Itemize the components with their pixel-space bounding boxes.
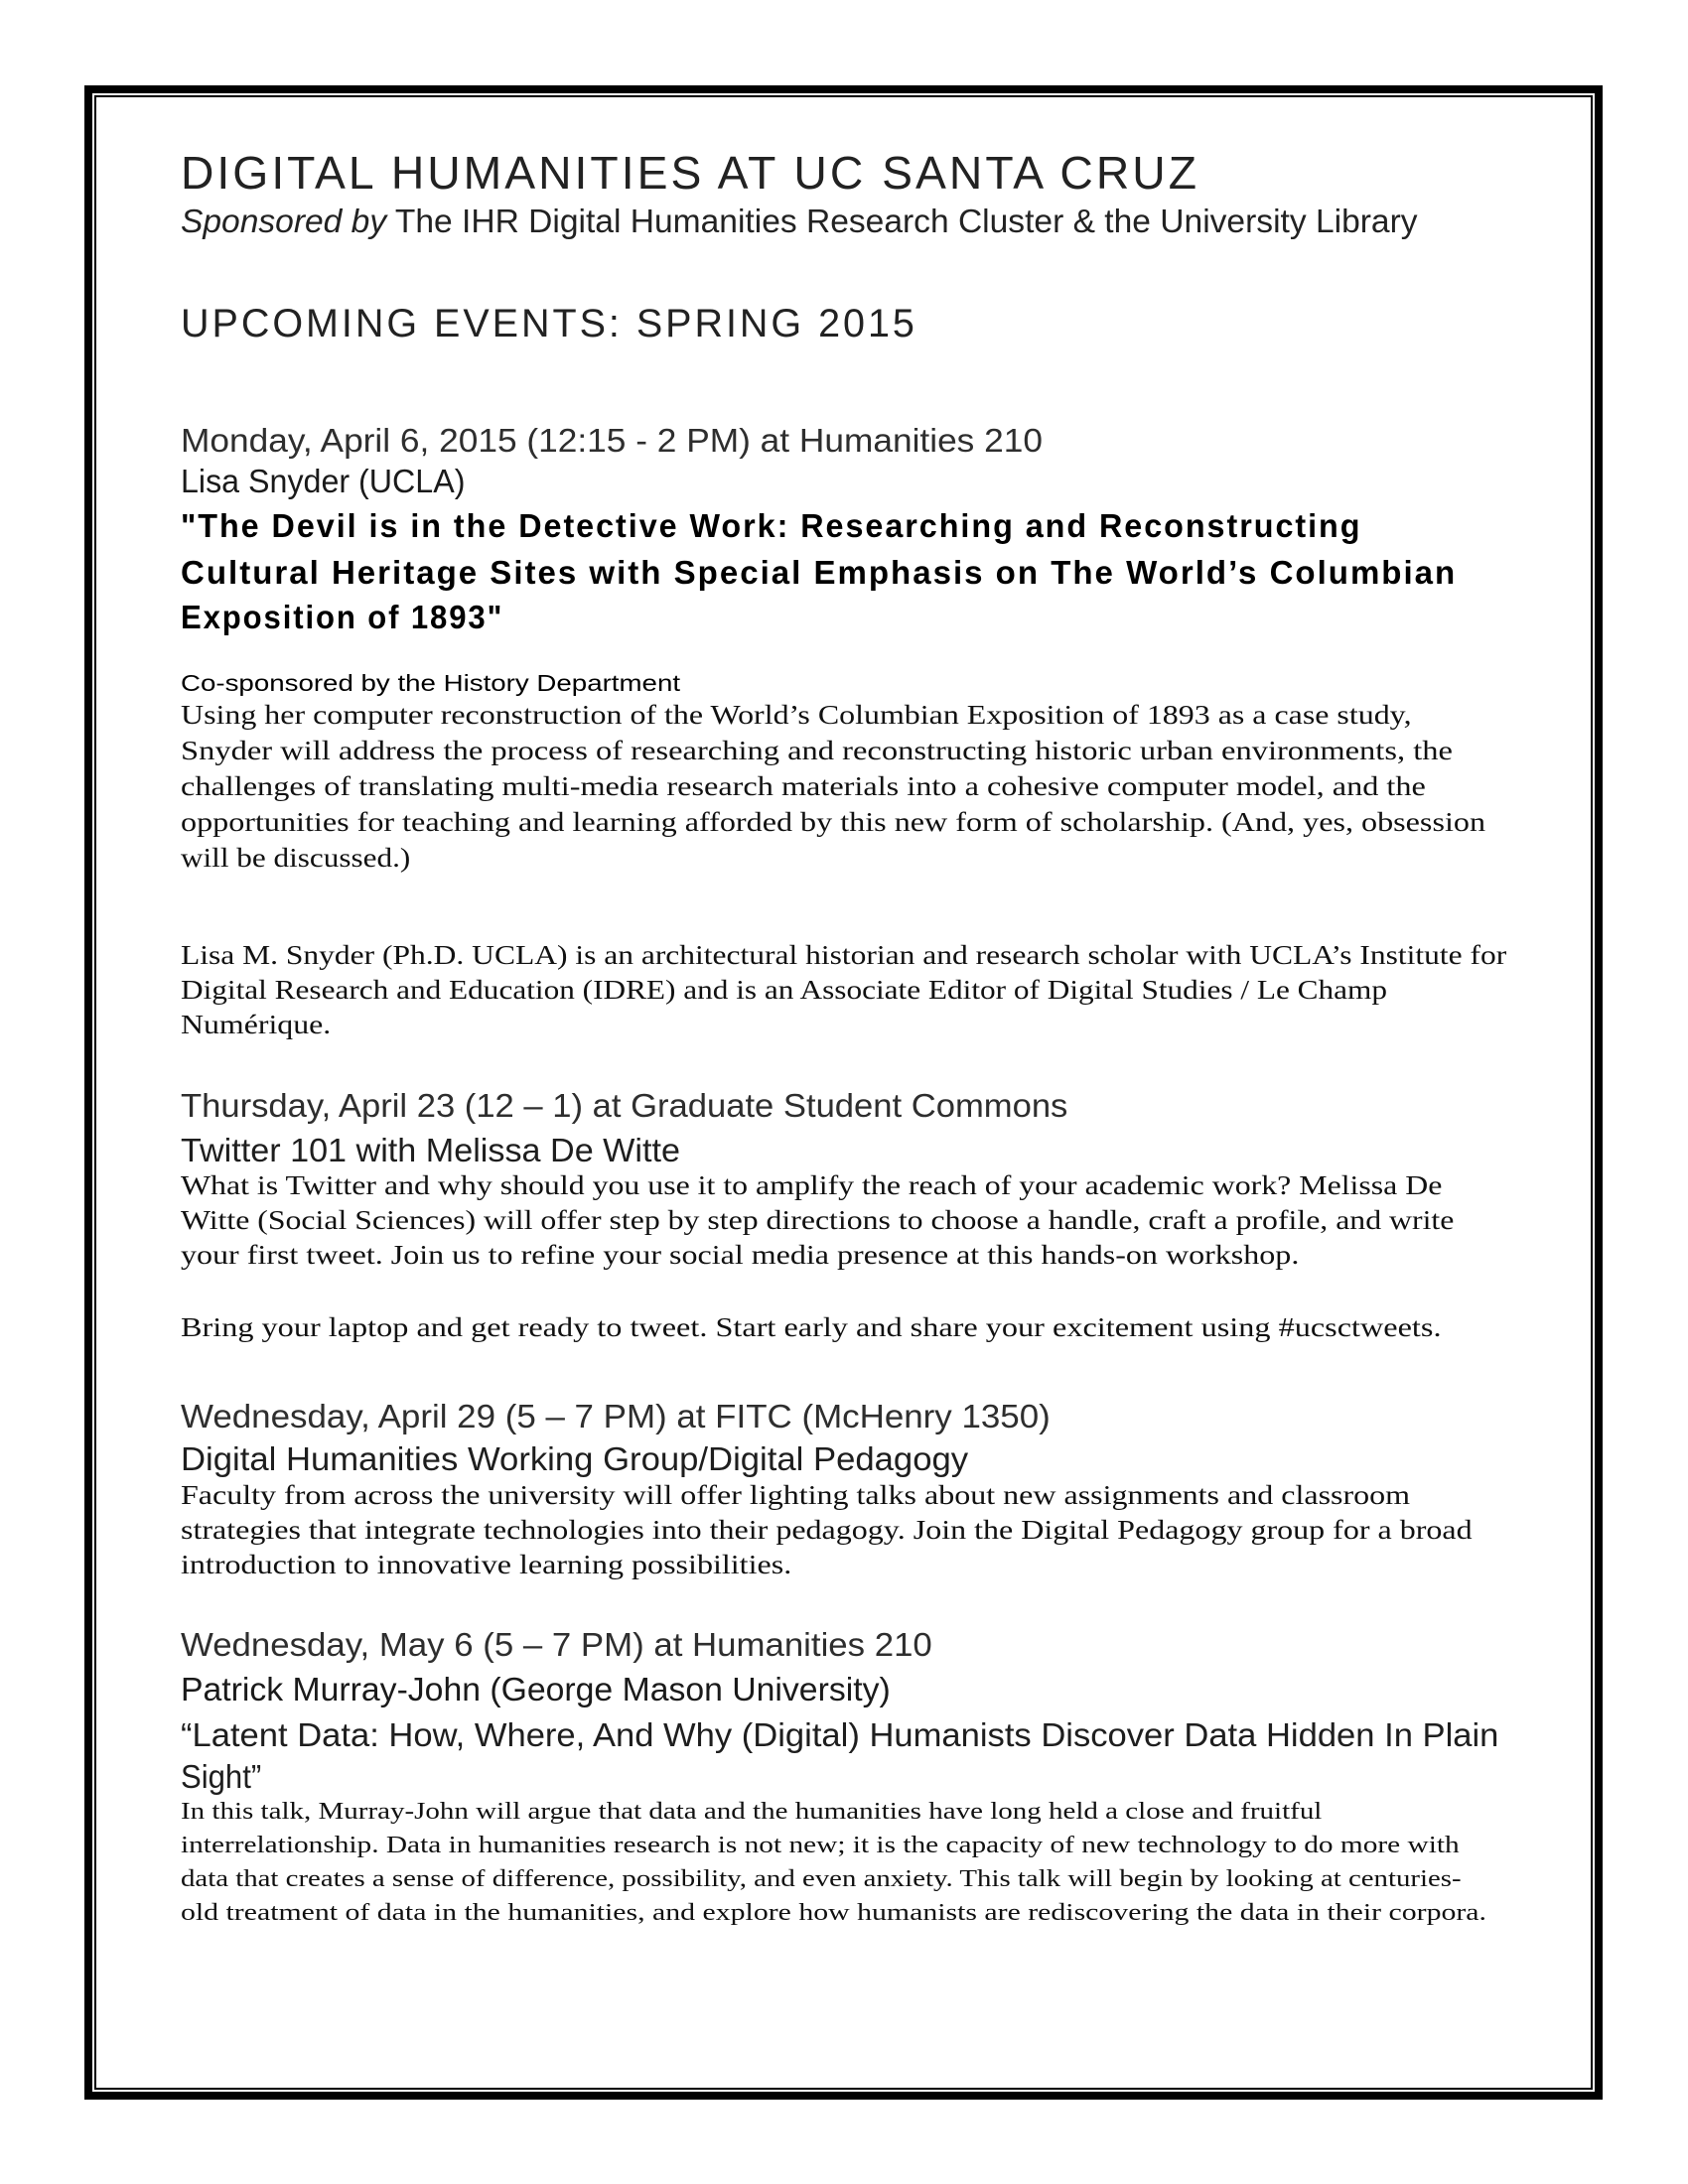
event-description-line: strategies that integrate technologies into their pedagogy. Join the Digital Pedagogy group for a broad xyxy=(181,1515,1473,1545)
event-talk-title-line: Cultural Heritage Sites with Special Emphasis on The World’s Columbian xyxy=(181,554,1458,591)
event-description-line: Faculty from across the university will offer lighting talks about new assignments and classroom xyxy=(181,1480,1411,1510)
event-datetime-location: Monday, April 6, 2015 (12:15 - 2 PM) at Humanities 210 xyxy=(181,422,1043,459)
event-talk-title-line: Exposition of 1893" xyxy=(181,599,504,635)
event-description-line: your first tweet. Join us to refine your social media presence at this hands-on workshop. xyxy=(181,1240,1300,1270)
sponsor-prefix: Sponsored by xyxy=(181,203,387,239)
event-description-line: Snyder will address the process of researching and reconstructing historic urban environments, the xyxy=(181,736,1453,765)
sponsor-line xyxy=(181,205,1418,237)
event-description-line: In this talk, Murray-John will argue that data and the humanities have long held a close and fruitful xyxy=(181,1799,1323,1825)
event-talk-title-line: "The Devil is in the Detective Work: Researching and Reconstructing xyxy=(181,507,1362,544)
event-talk-title-line: “Latent Data: How, Where, And Why (Digital) Humanists Discover Data Hidden In Plain xyxy=(181,1716,1499,1753)
event-datetime-location: Wednesday, April 29 (5 – 7 PM) at FITC (McHenry 1350) xyxy=(181,1398,1051,1434)
event-description-line: Witte (Social Sciences) will offer step by step directions to choose a handle, craft a profile, and write xyxy=(181,1205,1455,1235)
flyer-title: DIGITAL HUMANITIES AT UC SANTA CRUZ xyxy=(181,147,1199,199)
event-description-line: Using her computer reconstruction of the World’s Columbian Exposition of 1893 as a case study, xyxy=(181,700,1412,730)
speaker-bio-line: Numérique. xyxy=(181,1010,332,1039)
event-description-line: What is Twitter and why should you use it to amplify the reach of your academic work? Melissa De xyxy=(181,1170,1443,1200)
event-description-line: will be discussed.) xyxy=(181,843,411,873)
event-speaker: Lisa Snyder (UCLA) xyxy=(181,463,466,499)
event-datetime-location: Thursday, April 23 (12 – 1) at Graduate Student Commons xyxy=(181,1087,1068,1124)
event-description-line: introduction to innovative learning possibilities. xyxy=(181,1550,792,1579)
event-speaker: Patrick Murray-John (George Mason University) xyxy=(181,1671,891,1707)
event-title: Twitter 101 with Melissa De Witte xyxy=(181,1132,680,1168)
section-title: UPCOMING EVENTS: SPRING 2015 xyxy=(181,302,917,345)
event-talk-title-line: Sight” xyxy=(181,1758,262,1795)
sponsor-text: The IHR Digital Humanities Research Cluster & the University Library xyxy=(386,203,1418,239)
speaker-bio-line: Digital Research and Education (IDRE) and is an Associate Editor of Digital Studies / Le Champ xyxy=(181,975,1388,1005)
event-description-line: challenges of translating multi-media research materials into a cohesive computer model, and the xyxy=(181,771,1426,801)
event-description-line: old treatment of data in the humanities, and explore how humanists are rediscovering the data in their corpora. xyxy=(181,1900,1486,1926)
event-cosponsor: Co-sponsored by the History Department xyxy=(181,670,681,696)
event-description-line: data that creates a sense of difference, possibility, and even anxiety. This talk will begin by looking at centuries- xyxy=(181,1866,1462,1892)
event-note: Bring your laptop and get ready to tweet. Start early and share your excitement using #ucsctweets. xyxy=(181,1312,1442,1342)
event-datetime-location: Wednesday, May 6 (5 – 7 PM) at Humanities 210 xyxy=(181,1626,932,1663)
speaker-bio-line: Lisa M. Snyder (Ph.D. UCLA) is an architectural historian and research scholar with UCLA’s Institute for xyxy=(181,940,1507,970)
event-description-line: opportunities for teaching and learning afforded by this new form of scholarship. (And, yes, obsession xyxy=(181,807,1486,837)
event-description-line: interrelationship. Data in humanities research is not new; it is the capacity of new technology to do more with xyxy=(181,1833,1460,1858)
event-title: Digital Humanities Working Group/Digital Pedagogy xyxy=(181,1440,969,1477)
